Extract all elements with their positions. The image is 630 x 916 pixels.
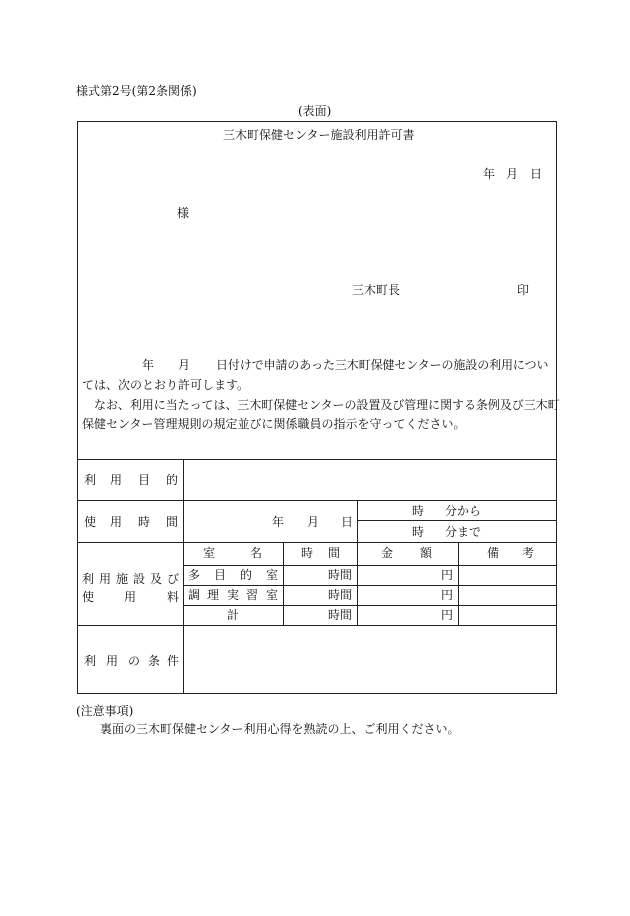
body-line1-text: 日付けで申請のあった三木町保健センターの施設の利用につい: [216, 358, 549, 372]
body-line3: なお、利用に当たっては、三木町保健センターの設置及び管理に関する条例及び三木町: [94, 398, 560, 412]
row-3-time-unit: 時間: [328, 608, 353, 622]
facility-label-1: 利: [82, 572, 95, 586]
side-label: (表面): [298, 104, 332, 118]
row-2-amount-unit: 円: [441, 588, 454, 602]
fee-label-2: 用: [124, 590, 137, 604]
row-3-amount-unit: 円: [441, 608, 454, 622]
seal-mark: 印: [517, 283, 530, 297]
usage-time-label-2: 用: [110, 515, 123, 529]
col-amount-1: 金: [381, 546, 394, 560]
col-remarks-1: 備: [487, 546, 500, 560]
addressee-suffix: 様: [177, 206, 190, 220]
facility-label-6: び: [167, 572, 180, 586]
conditions-label-1: 利: [84, 654, 97, 668]
total-label: 計: [227, 608, 240, 622]
label-column-border: [183, 459, 184, 693]
row-1-time-unit: 時間: [328, 568, 353, 582]
row-divider-2: [77, 542, 557, 543]
conditions-label-5: 件: [167, 654, 180, 668]
usage-date-year: 年: [272, 515, 285, 529]
time-from-minute: 分から: [445, 504, 482, 518]
time-to-minute: 分まで: [445, 525, 482, 539]
usage-date-day: 日: [341, 515, 354, 529]
usage-time-label-3: 時: [138, 515, 151, 529]
room-2-char-1: 調: [188, 588, 201, 602]
fee-label-3: 料: [167, 590, 180, 604]
body-line2: ては、次のとおり許可します。: [82, 378, 250, 392]
col-room-2: 名: [250, 546, 263, 560]
col-time-2: 間: [328, 546, 341, 560]
row-1-amount-unit: 円: [441, 568, 454, 582]
room-2-char-5: 室: [266, 588, 279, 602]
body-year: 年: [142, 358, 155, 372]
usage-time-label-4: 間: [166, 515, 179, 529]
fee-label-1: 使: [82, 590, 95, 604]
facility-label-5: 及: [150, 572, 163, 586]
issue-date-year: 年: [483, 167, 496, 181]
usage-time-label-1: 使: [84, 515, 97, 529]
fee-header-divider: [183, 565, 557, 566]
table-top-border: [77, 459, 557, 460]
document-title: 三木町保健センター施設利用許可書: [223, 128, 415, 142]
room-column-border: [283, 542, 284, 625]
room-2-char-3: 実: [227, 588, 240, 602]
usage-date-month: 月: [307, 515, 320, 529]
purpose-label-4: 的: [166, 473, 179, 487]
room-1-char-1: 多: [188, 568, 201, 582]
facility-label-3: 施: [116, 572, 129, 586]
facility-label-4: 設: [133, 572, 146, 586]
conditions-label-2: 用: [106, 654, 119, 668]
col-remarks-2: 考: [522, 546, 535, 560]
row-divider-3: [77, 625, 557, 626]
issue-date-month: 月: [506, 167, 519, 181]
room-1-char-2: 目: [214, 568, 227, 582]
row-divider-1: [77, 500, 557, 501]
col-time-1: 時: [301, 546, 314, 560]
row-2-time-unit: 時間: [328, 588, 353, 602]
facility-label-2: 用: [99, 572, 112, 586]
time-to-hour: 時: [412, 525, 425, 539]
time-split-divider: [357, 520, 557, 521]
room-2-char-4: 習: [246, 588, 259, 602]
conditions-label-4: 条: [148, 654, 161, 668]
col-amount-2: 額: [420, 546, 433, 560]
body-line4: 保健センター管理規則の規定並びに関係職員の指示を守ってください。: [82, 417, 466, 431]
col-room-1: 室: [203, 546, 216, 560]
room-2-char-2: 理: [207, 588, 220, 602]
issue-date-day: 日: [530, 167, 543, 181]
room-1-char-3: 的: [240, 568, 253, 582]
time-column-border: [357, 500, 358, 625]
conditions-label-3: の: [128, 654, 141, 668]
purpose-label-1: 利: [84, 473, 97, 487]
purpose-label-2: 用: [110, 473, 123, 487]
time-from-hour: 時: [412, 504, 425, 518]
room-1-char-4: 室: [266, 568, 279, 582]
purpose-label-3: 目: [138, 473, 151, 487]
fee-row-divider-1: [183, 585, 557, 586]
notes-heading: (注意事項): [76, 704, 134, 718]
notes-text: 裏面の三木町保健センター利用心得を熟読の上、ご利用ください。: [100, 722, 460, 736]
issuer: 三木町長: [352, 283, 401, 297]
fee-row-divider-2: [183, 605, 557, 606]
form-number: 様式第2号(第2条関係): [76, 84, 197, 98]
amount-column-border: [458, 542, 459, 625]
body-month: 月: [178, 358, 191, 372]
